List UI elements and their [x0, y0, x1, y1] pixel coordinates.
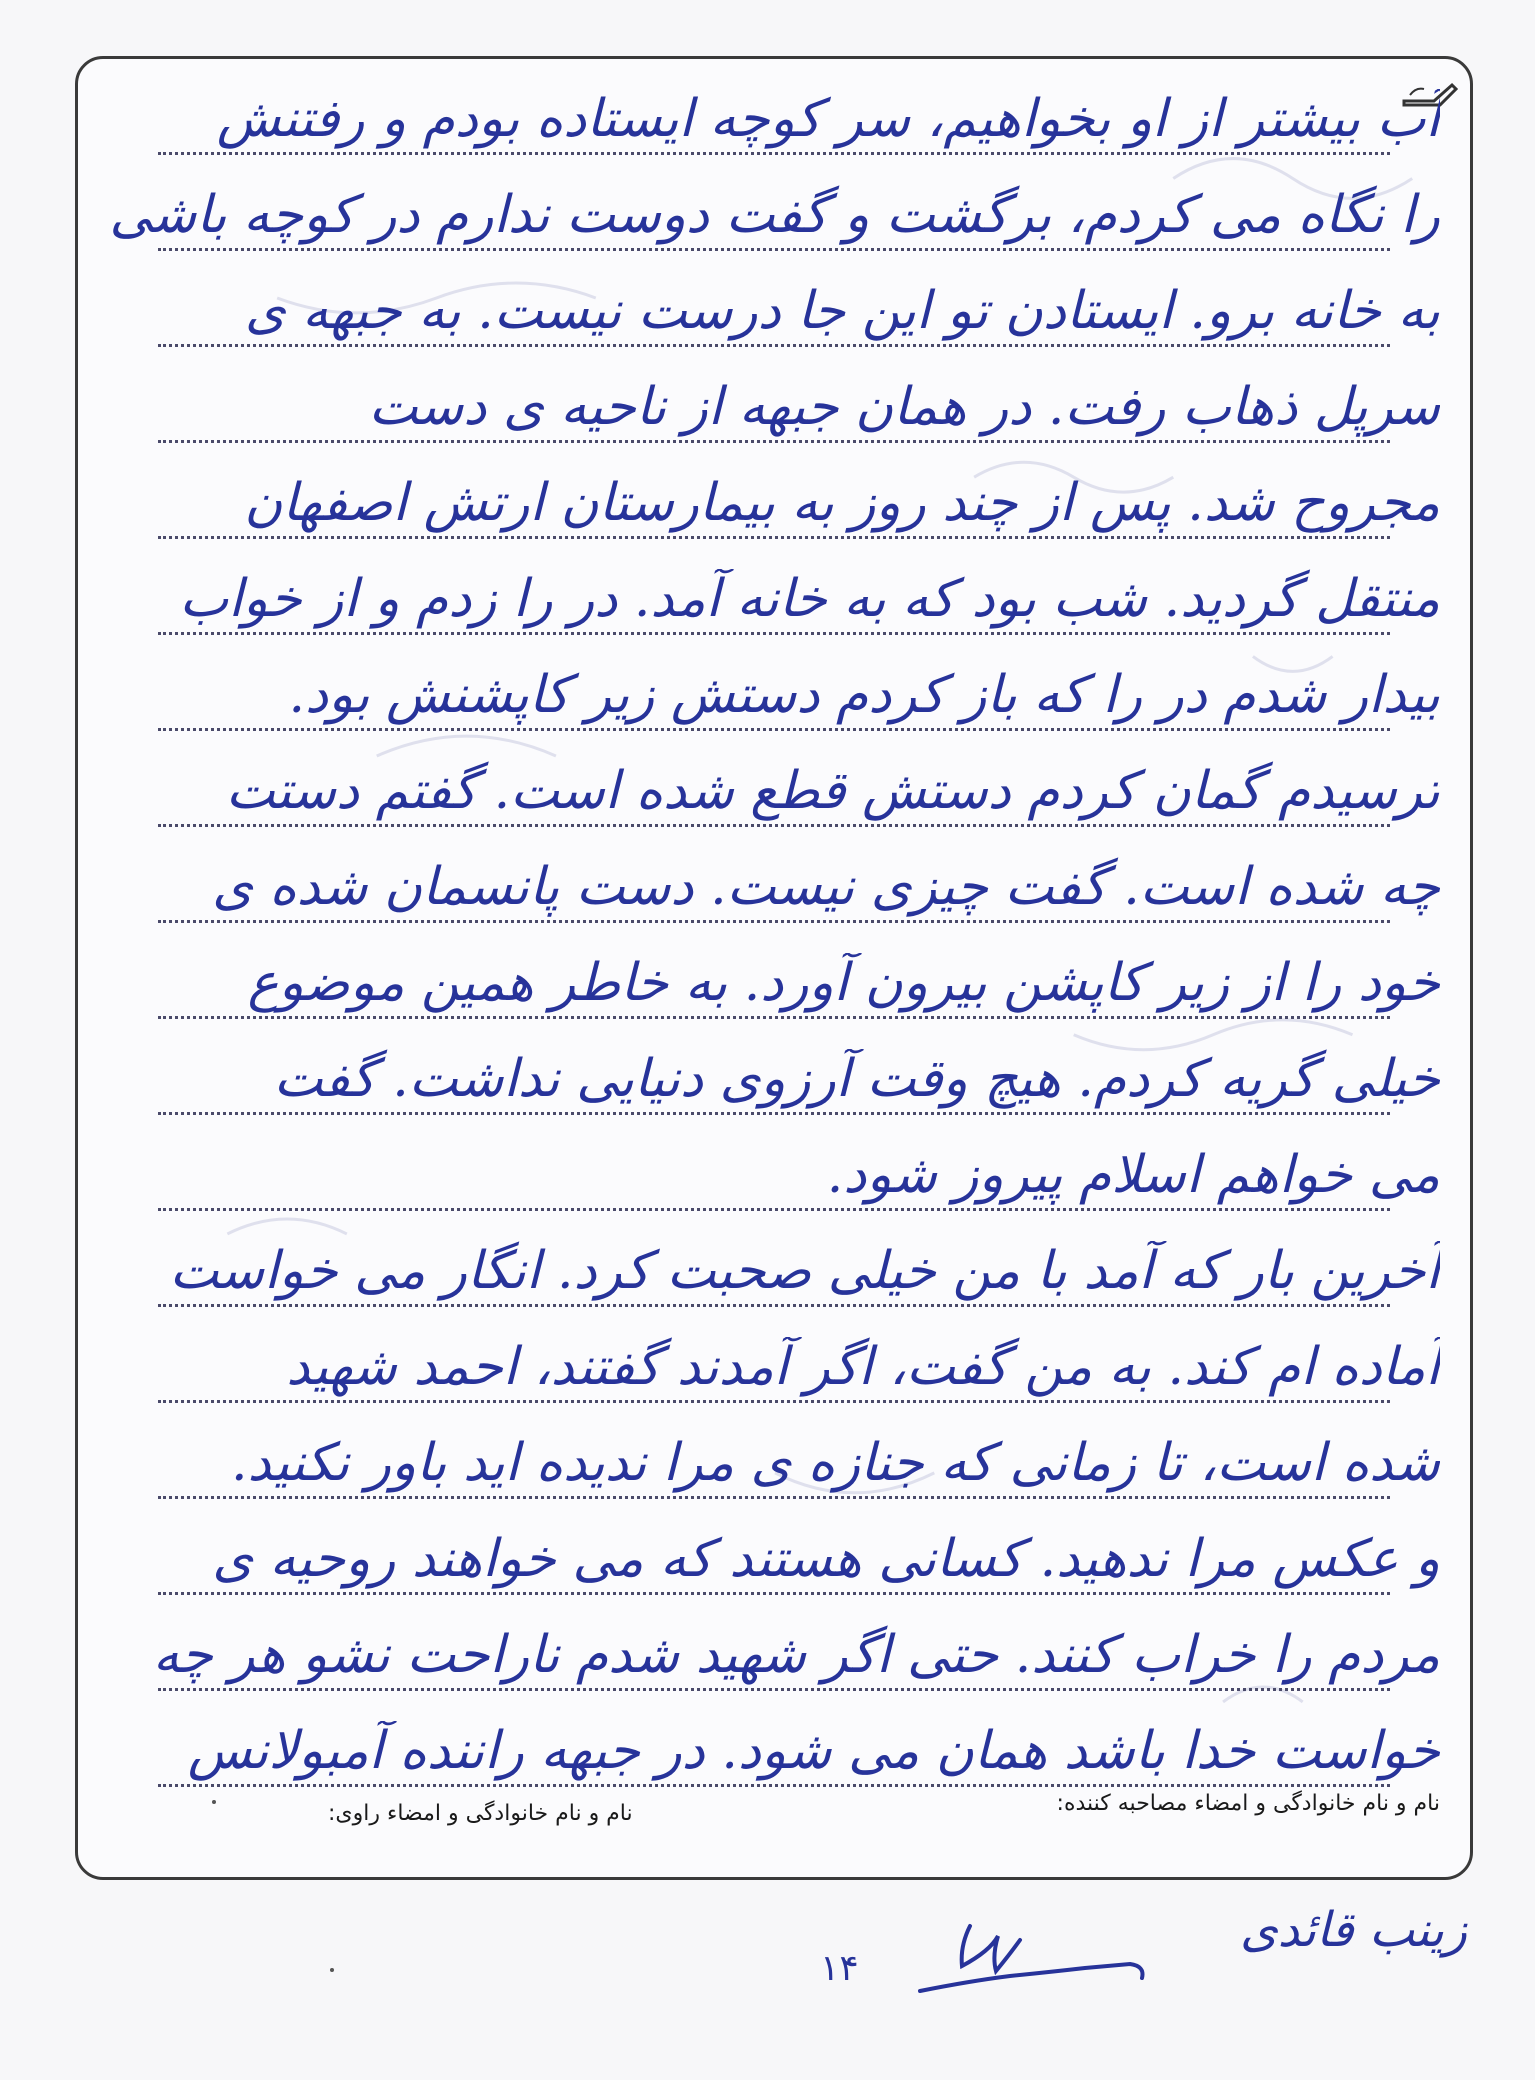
handwritten-line: [98, 1115, 1450, 1211]
signature-area: [0, 1880, 1535, 2020]
handwritten-text: آخرین بار که آمد با من خیلی صحبت کرد. انگار می خواست: [169, 1241, 1440, 1301]
interview-form-frame: [75, 56, 1473, 1880]
handwritten-line: [98, 1403, 1450, 1499]
handwritten-line: [98, 155, 1450, 251]
handwritten-text: را نگاه می کردم، برگشت و گفت دوست ندارم در کوچه باشی: [109, 185, 1440, 245]
handwritten-text: سرپل ذهاب رفت. در همان جبهه از ناحیه ی دست: [368, 377, 1440, 437]
handwritten-text: آب بیشتر از او بخواهیم، سر کوچه ایستاده بودم و رفتنش: [216, 89, 1440, 149]
interviewer-signature-name: زینب قائدی: [1240, 1902, 1468, 1958]
handwritten-text: خود را از زیر کاپشن بیرون آورد. به خاطر همین موضوع: [247, 953, 1440, 1013]
handwritten-line: [98, 635, 1450, 731]
narrator-label: نام و نام خانوادگی و امضاء راوی:: [328, 1801, 633, 1826]
handwritten-text: شده است، تا زمانی که جنازه ی مرا ندیده اید باور نکنید.: [230, 1433, 1440, 1493]
dotted-rule: [158, 1784, 1390, 1787]
handwritten-line: [98, 251, 1450, 347]
handwritten-text: خیلی گریه کردم. هیچ وقت آرزوی دنیایی نداشت. گفت: [273, 1049, 1440, 1109]
handwritten-text: ترسیدم گمان کردم دستش قطع شده است. گفتم دستت: [225, 761, 1440, 821]
handwritten-text: چه شده است. گفت چیزی نیست. دست پانسمان شده ی: [212, 857, 1440, 917]
handwritten-text: آماده ام کند. به من گفت، اگر آمدند گفتند، احمد شهید: [286, 1337, 1440, 1397]
handwritten-line: [98, 443, 1450, 539]
handwritten-line: [98, 923, 1450, 1019]
scan-speck: [330, 1968, 334, 1972]
handwritten-line: [98, 731, 1450, 827]
handwritten-text: منتقل گردید. شب بود که به خانه آمد. در را زدم و از خواب: [179, 569, 1440, 629]
handwritten-text: مردم را خراب کنند. حتی اگر شهید شدم ناراحت نشو هر چه: [152, 1625, 1440, 1685]
handwritten-line: [98, 347, 1450, 443]
handwritten-line: [98, 1019, 1450, 1115]
interviewer-label: نام و نام خانوادگی و امضاء مصاحبه کننده:: [1056, 1791, 1440, 1816]
handwritten-text: بیدار شدم در را که باز کردم دستش زیر کاپشنش بود.: [288, 665, 1440, 725]
signature-labels: [78, 1791, 1470, 1831]
handwritten-line: [98, 827, 1450, 923]
handwritten-line: [98, 1307, 1450, 1403]
handwritten-line: [98, 1691, 1450, 1787]
scan-speck: [212, 1800, 216, 1804]
handwritten-text: می خواهم اسلام پیروز شود.: [826, 1145, 1440, 1205]
handwritten-line: [98, 1595, 1450, 1691]
handwritten-line: [98, 1499, 1450, 1595]
page-number: ۱۴: [820, 1948, 859, 1989]
handwritten-text: و عکس مرا ندهید. کسانی هستند که می خواهند روحیه ی: [212, 1529, 1440, 1589]
handwritten-text: مجروح شد. پس از چند روز به بیمارستان ارتش اصفهان: [244, 473, 1440, 533]
handwritten-line: [98, 539, 1450, 635]
handwritten-text: به خانه برو. ایستادن تو این جا درست نیست. به جبهه ی: [244, 281, 1440, 341]
signature-scribble-icon: [900, 1896, 1170, 2016]
handwritten-text: خواست خدا باشد همان می شود. در جبهه راننده آمبولانس: [187, 1721, 1440, 1781]
handwritten-line: [98, 1211, 1450, 1307]
handwritten-line: [98, 59, 1450, 155]
